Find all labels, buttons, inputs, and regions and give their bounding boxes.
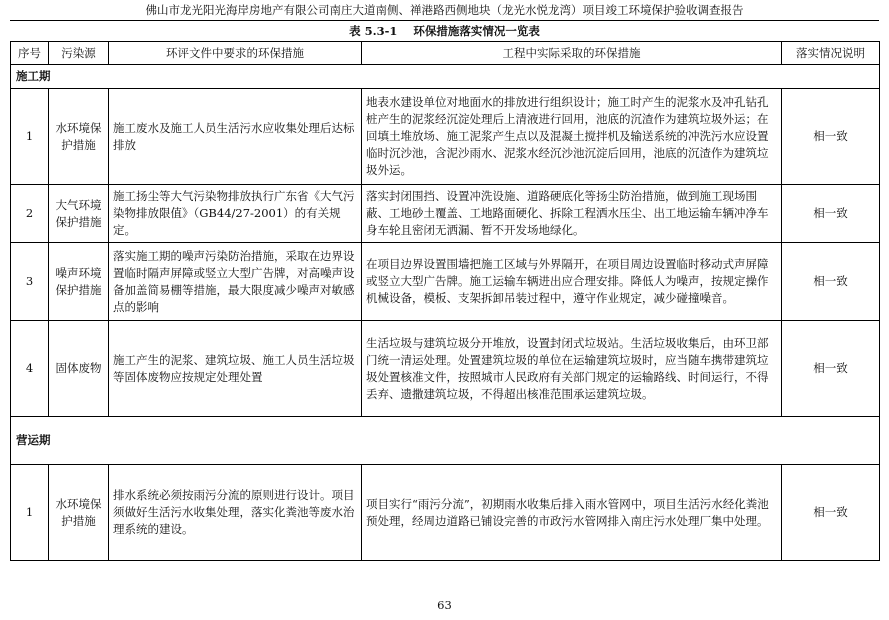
actual-measure: 项目实行“雨污分流”，初期雨水收集后排入雨水管网中，项目生活污水经化粪池预处理，经周边道路已铺设完善的市政污水管网排入南庄污水处理厂集中处理。 (362, 465, 782, 561)
required-measure: 施工产生的泥浆、建筑垃圾、施工人员生活垃圾等固体废物应按规定处理处置 (109, 321, 362, 417)
pollution-source: 水环境保护措施 (49, 89, 109, 185)
table-row (11, 321, 880, 417)
section-title-operation: 营运期 (11, 417, 880, 465)
pollution-source: 水环境保护措施 (49, 465, 109, 561)
col-header-status: 落实情况说明 (782, 42, 880, 65)
section-row (11, 65, 880, 89)
col-header-actual: 工程中实际采取的环保措施 (362, 42, 782, 65)
required-measure: 排水系统必须按雨污分流的原则进行设计。项目须做好生活污水收集处理，落实化粪池等废水治理系统的建设。 (109, 465, 362, 561)
actual-measure: 生活垃圾与建筑垃圾分开堆放，设置封闭式垃圾站。生活垃圾收集后，由环卫部门统一清运处理。处置建筑垃圾的单位在运输建筑垃圾时，应当随车携带建筑垃圾处置核准文件，按照城市人民政府有关部门规定的运输路线、时间运行，不得丢弃、遗撒建筑垃圾，不得超出核准范围承运建筑垃圾。 (362, 321, 782, 417)
report-header: 佛山市龙光阳光海岸房地产有限公司南庄大道南侧、禅港路西侧地块（龙光水悦龙湾）项目竣工环境保护验收调查报告 (145, 3, 744, 17)
table-title: 环保措施落实情况一览表 (413, 24, 540, 38)
implementation-status: 相一致 (782, 243, 880, 321)
table-row (11, 243, 880, 321)
page-number: 63 (437, 598, 452, 612)
table-caption (0, 23, 889, 39)
table-row (11, 89, 880, 185)
measures-table (10, 41, 880, 561)
pollution-source: 固体废物 (49, 321, 109, 417)
actual-measure: 地表水建设单位对地面水的排放进行组织设计；施工时产生的泥浆水及冲孔钻孔桩产生的泥浆经沉淀处理后上清液进行回用，池底的沉渣作为建筑垃圾外运；在回填土堆放场、施工泥浆产生点以及混凝土搅拌机及输送系统的冲洗污水应设置临时沉沙池，含泥沙雨水、泥浆水经沉沙池沉淀后回用，池底的沉渣作为建筑垃圾外运。 (362, 89, 782, 185)
implementation-status: 相一致 (782, 185, 880, 243)
required-measure: 施工扬尘等大气污染物排放执行广东省《大气污染物排放限值》（GB44/27-2001）的有关规定。 (109, 185, 362, 243)
table-header-row (11, 42, 880, 65)
actual-measure: 落实封闭围挡、设置冲洗设施、道路硬底化等扬尘防治措施，做到施工现场围蔽、工地砂土覆盖、工地路面硬化、拆除工程洒水压尘、出工地运输车辆冲净车身车轮且密闭无洒漏、暂不开发场地绿化。 (362, 185, 782, 243)
row-number: 1 (11, 89, 49, 185)
col-header-no: 序号 (11, 42, 49, 65)
col-header-source: 污染源 (49, 42, 109, 65)
col-header-required: 环评文件中要求的环保措施 (109, 42, 362, 65)
implementation-status: 相一致 (782, 321, 880, 417)
row-number: 4 (11, 321, 49, 417)
actual-measure: 在项目边界设置围墙把施工区域与外界隔开，在项目周边设置临时移动式声屏障或竖立大型广告牌。施工运输车辆进出应合理安排。降低人为噪声，按规定操作机械设备，模板、支架拆卸吊装过程中，遵守作业规定，减少碰撞噪音。 (362, 243, 782, 321)
row-number: 2 (11, 185, 49, 243)
table-row (11, 185, 880, 243)
table-number: 表 5.3-1 (349, 24, 398, 38)
section-title-construction: 施工期 (11, 65, 880, 89)
required-measure: 施工废水及施工人员生活污水应收集处理后达标排放 (109, 89, 362, 185)
pollution-source: 噪声环境保护措施 (49, 243, 109, 321)
header-rule (10, 20, 879, 21)
implementation-status: 相一致 (782, 89, 880, 185)
section-row (11, 417, 880, 465)
implementation-status: 相一致 (782, 465, 880, 561)
pollution-source: 大气环境保护措施 (49, 185, 109, 243)
row-number: 1 (11, 465, 49, 561)
row-number: 3 (11, 243, 49, 321)
required-measure: 落实施工期的噪声污染防治措施，采取在边界设置临时隔声屏障或竖立大型广告牌，对高噪声设备加盖简易棚等措施，最大限度减少噪声对敏感点的影响 (109, 243, 362, 321)
table-row (11, 465, 880, 561)
